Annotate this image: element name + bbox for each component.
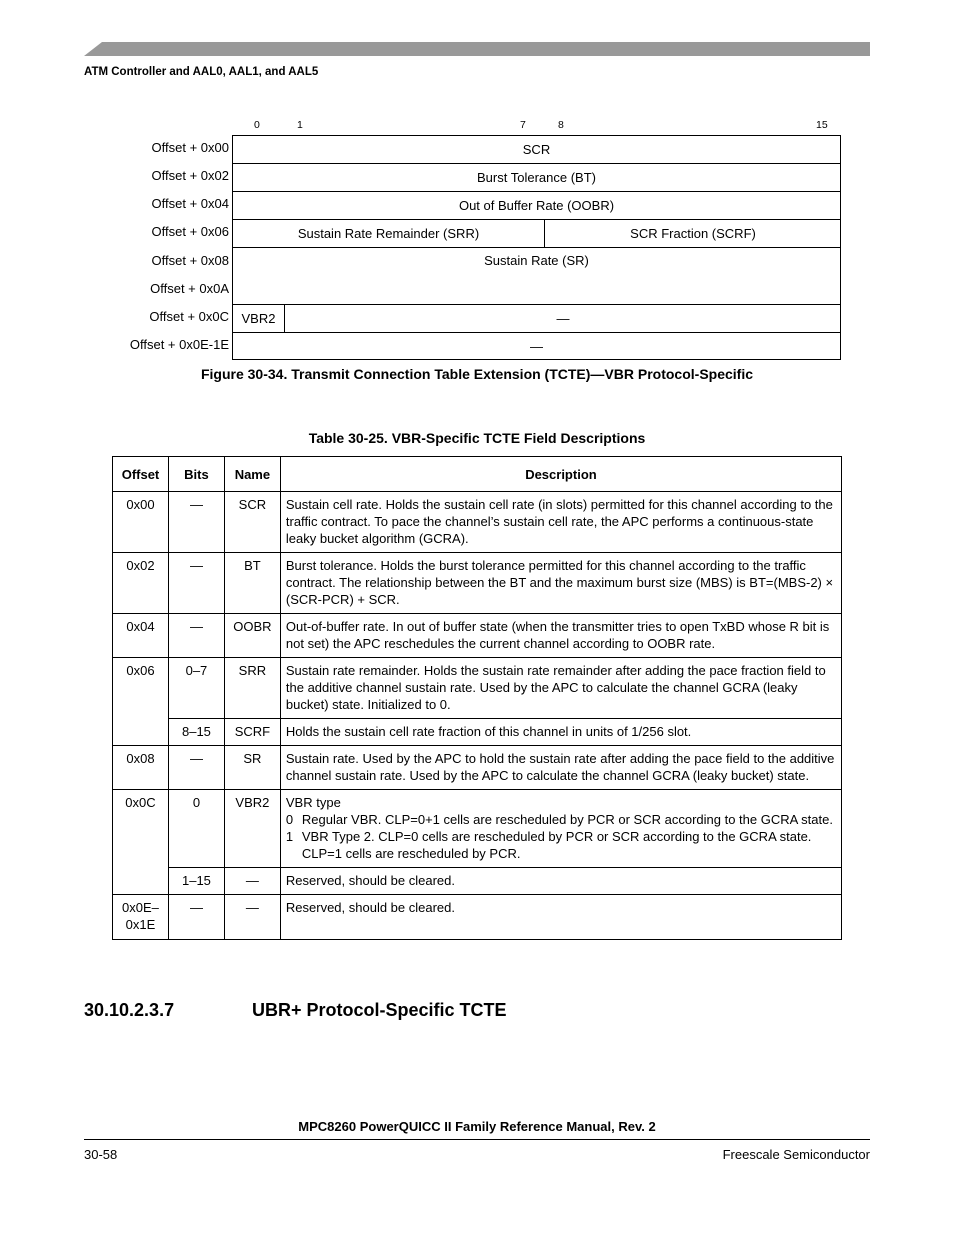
field-vbr2: VBR2 xyxy=(241,311,276,326)
bits-cell: 8–15 xyxy=(168,719,224,746)
offset-label: Offset + 0x02 xyxy=(151,168,229,183)
register-row xyxy=(233,333,840,360)
name-cell: — xyxy=(224,895,280,940)
name-cell: — xyxy=(224,868,280,895)
name-cell: SCR xyxy=(224,492,280,553)
list-item xyxy=(286,828,836,862)
bit-number: 8 xyxy=(558,119,564,131)
table-row xyxy=(113,868,842,895)
offset-label: Offset + 0x0C xyxy=(149,309,229,324)
table-row xyxy=(113,790,842,868)
section-title: UBR+ Protocol-Specific TCTE xyxy=(252,1000,507,1020)
bit-number: 15 xyxy=(816,119,828,131)
bits-cell: — xyxy=(168,746,224,790)
bits-cell: — xyxy=(168,553,224,614)
section-heading xyxy=(84,1000,507,1021)
field-scrf: SCR Fraction (SCRF) xyxy=(544,220,841,247)
table-row xyxy=(113,492,842,553)
description-cell: Reserved, should be cleared. xyxy=(280,895,841,940)
table-row xyxy=(113,658,842,719)
page-number: 30-58 xyxy=(84,1147,118,1162)
bit-number: 7 xyxy=(520,119,526,131)
offset-label: Offset + 0x06 xyxy=(151,224,229,239)
description-cell xyxy=(280,790,841,868)
offset-cell: 0x00 xyxy=(113,492,169,553)
bits-cell: — xyxy=(168,492,224,553)
column-header: Name xyxy=(224,457,280,492)
field-srr: Sustain Rate Remainder (SRR) xyxy=(297,226,480,241)
field-oobr: Out of Buffer Rate (OOBR) xyxy=(458,198,615,213)
description-text: VBR type xyxy=(285,795,341,810)
field-reserved: — xyxy=(284,305,841,332)
field-reserved: — xyxy=(530,339,543,354)
offset-label: Offset + 0x00 xyxy=(151,140,229,155)
table-row xyxy=(113,719,842,746)
field-scr: SCR xyxy=(522,142,551,157)
header-bar xyxy=(84,42,870,56)
name-cell: VBR2 xyxy=(224,790,280,868)
list-number: 1 xyxy=(285,829,294,844)
bits-cell: 0 xyxy=(168,790,224,868)
table-row xyxy=(113,746,842,790)
register-row xyxy=(233,136,840,164)
register-map xyxy=(232,135,841,360)
field-sr: Sustain Rate (SR) xyxy=(484,253,589,268)
register-row xyxy=(233,248,840,305)
register-row xyxy=(233,305,840,333)
footer-rule xyxy=(84,1139,870,1140)
name-cell: SCRF xyxy=(224,719,280,746)
field-bt: Burst Tolerance (BT) xyxy=(477,170,596,185)
bits-cell: — xyxy=(168,614,224,658)
description-cell: Sustain rate. Used by the APC to hold the sustain rate after adding the pace field to the additive channel sustain rate. Used by the APC to calculate the channel GCRA (leaky bucket) state. xyxy=(280,746,841,790)
offset-label: Offset + 0x04 xyxy=(151,196,229,211)
offset-cell: 0x0C xyxy=(113,790,169,895)
offset-cell: 0x02 xyxy=(113,553,169,614)
footer-company: Freescale Semiconductor xyxy=(722,1147,870,1162)
offset-label: Offset + 0x08 xyxy=(151,253,229,268)
offset-cell: 0x0E– 0x1E xyxy=(113,895,169,940)
register-row xyxy=(233,220,840,248)
offset-label: Offset + 0x0E-1E xyxy=(129,337,229,352)
bit-number: 0 xyxy=(254,119,260,131)
name-cell: SR xyxy=(224,746,280,790)
table-row xyxy=(113,895,842,940)
list-text: VBR Type 2. CLP=0 cells are rescheduled by PCR or SCR according to the GCRA state. CLP=1 cells are rescheduled by PCR. xyxy=(301,829,812,861)
table-row xyxy=(113,553,842,614)
description-cell: Sustain cell rate. Holds the sustain cell rate (in slots) permitted for this channel according to the traffic contract. To pace the channel’s sustain cell rate, the APC performs a continuous-state leaky bucket algorithm (GCRA). xyxy=(280,492,841,553)
offset-label: Offset + 0x0A xyxy=(150,281,229,296)
table-row xyxy=(113,614,842,658)
table-header-row xyxy=(113,457,842,492)
list-number: 0 xyxy=(285,812,294,827)
register-row xyxy=(233,164,840,192)
running-head: ATM Controller and AAL0, AAL1, and AAL5 xyxy=(84,66,319,78)
description-cell: Reserved, should be cleared. xyxy=(280,868,841,895)
bits-cell: — xyxy=(168,895,224,940)
list-text: Regular VBR. CLP=0+1 cells are rescheduled by PCR or SCR according to the GCRA state. xyxy=(301,812,833,827)
column-header: Description xyxy=(280,457,841,492)
table-title: Table 30-25. VBR-Specific TCTE Field Descriptions xyxy=(308,430,646,446)
offset-cell: 0x06 xyxy=(113,658,169,746)
description-cell: Holds the sustain cell rate fraction of this channel in units of 1/256 slot. xyxy=(280,719,841,746)
field-description-table xyxy=(112,456,842,940)
list-item xyxy=(286,811,836,828)
name-cell: BT xyxy=(224,553,280,614)
section-number: 30.10.2.3.7 xyxy=(84,1000,175,1020)
footer-title: MPC8260 PowerQUICC II Family Reference Manual, Rev. 2 xyxy=(298,1119,656,1134)
figure-caption: Figure 30-34. Transmit Connection Table Extension (TCTE)—VBR Protocol-Specific xyxy=(200,366,754,382)
bits-cell: 0–7 xyxy=(168,658,224,719)
description-cell: Sustain rate remainder. Holds the sustain rate remainder after adding the pace fraction field to the additive channel sustain rate. Used by the APC to calculate the channel GCRA (leaky bucket) state. Initialized to 0. xyxy=(280,658,841,719)
offset-cell: 0x04 xyxy=(113,614,169,658)
bit-number: 1 xyxy=(297,119,303,131)
register-row xyxy=(233,192,840,220)
column-header: Offset xyxy=(113,457,169,492)
column-header: Bits xyxy=(168,457,224,492)
name-cell: SRR xyxy=(224,658,280,719)
name-cell: OOBR xyxy=(224,614,280,658)
description-cell: Out-of-buffer rate. In out of buffer state (when the transmitter tries to open TxBD whose R bit is not set) the APC reschedules the current channel according to OOBR rate. xyxy=(280,614,841,658)
description-cell: Burst tolerance. Holds the burst tolerance permitted for this channel according to the traffic contract. The relationship between the BT and the maximum burst size (MBS) is BT=(MBS-2) × (SCR-PCR) + SCR. xyxy=(280,553,841,614)
offset-cell: 0x08 xyxy=(113,746,169,790)
bits-cell: 1–15 xyxy=(168,868,224,895)
